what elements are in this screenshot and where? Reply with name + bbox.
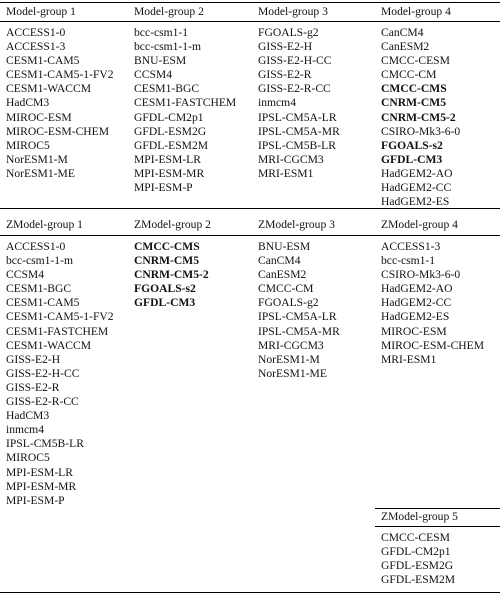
- block3-header: ZModel-group 5: [381, 510, 458, 523]
- model-name: BNU-ESM: [134, 54, 187, 68]
- model-name: HadGEM2-ES: [381, 195, 450, 209]
- model-name: MIROC-ESM: [6, 110, 72, 124]
- bottom-rule: [0, 592, 500, 593]
- block1-list-col2: [134, 26, 236, 195]
- model-name: CNRM-CM5: [134, 254, 200, 268]
- block1-header-col3: Model-group 3: [258, 5, 328, 18]
- group5-top-rule: [375, 508, 500, 509]
- model-name: HadCM3: [6, 409, 50, 423]
- model-name: GFDL-ESM2M: [134, 138, 209, 152]
- model-name: MPI-ESM-P: [134, 181, 193, 195]
- model-name: CNRM-CM5: [381, 96, 447, 110]
- model-name: MPI-ESM-LR: [6, 465, 73, 479]
- model-name: CESM1-FASTCHEM: [6, 324, 109, 338]
- top-rule: [0, 2, 500, 3]
- model-name: bcc-csm1-1: [134, 26, 189, 39]
- model-name: inmcm4: [258, 96, 296, 110]
- model-name: CESM1-FASTCHEM: [134, 96, 237, 110]
- block1-header-col2: Model-group 2: [134, 5, 204, 18]
- model-name: CESM1-BGC: [134, 82, 200, 96]
- model-name: CESM1-WACCM: [6, 82, 92, 96]
- model-name: GFDL-CM3: [381, 152, 443, 166]
- block2-list-col2: [134, 240, 209, 310]
- model-name: GISS-E2-H: [258, 40, 313, 54]
- model-name: FGOALS-g2: [258, 26, 319, 39]
- block1-list-col1: [6, 26, 114, 181]
- model-name: bcc-csm1-1-m: [6, 254, 73, 268]
- model-name: ACCESS1-0: [6, 240, 66, 253]
- model-name: CNRM-CM5-2: [381, 110, 456, 124]
- block2-header-col3: ZModel-group 3: [258, 218, 335, 231]
- model-name: CCSM4: [134, 68, 173, 82]
- model-name: GFDL-CM2p1: [381, 545, 451, 559]
- model-name: IPSL-CM5A-MR: [258, 124, 340, 138]
- model-name: CESM1-WACCM: [6, 338, 92, 352]
- model-name: CanESM2: [381, 40, 430, 54]
- model-name: IPSL-CM5A-LR: [258, 310, 337, 324]
- model-name: CanESM2: [258, 268, 307, 282]
- model-name: MPI-ESM-MR: [134, 166, 205, 180]
- model-name: GFDL-ESM2G: [134, 124, 207, 138]
- model-name: HadGEM2-CC: [381, 181, 452, 195]
- model-name: FGOALS-s2: [381, 138, 443, 152]
- block1-list-col3: [258, 26, 340, 181]
- model-name: CanCM4: [258, 254, 301, 268]
- block1-list-col4: [381, 26, 460, 209]
- model-name: MPI-ESM-P: [6, 493, 65, 507]
- model-name: NorESM1-M: [6, 152, 68, 166]
- model-name: NorESM1-ME: [258, 366, 327, 380]
- model-name: GFDL-ESM2G: [381, 559, 454, 573]
- model-name: FGOALS-s2: [134, 282, 196, 296]
- model-name: HadGEM2-ES: [381, 310, 450, 324]
- header-rule-2: [0, 235, 500, 236]
- model-name: GFDL-CM3: [134, 296, 196, 310]
- model-name: GISS-E2-R: [258, 68, 312, 82]
- model-name: MIROC-ESM-CHEM: [6, 124, 110, 138]
- model-name: CMCC-CM: [381, 68, 437, 82]
- model-name: CESM1-BGC: [6, 282, 72, 296]
- model-name: GISS-E2-H-CC: [258, 54, 332, 68]
- block2-list-col4: [381, 240, 484, 367]
- model-name: inmcm4: [6, 423, 44, 437]
- model-name: GISS-E2-R-CC: [258, 82, 331, 96]
- model-name: CESM1-CAM5-1-FV2: [6, 310, 114, 324]
- model-name: MRI-ESM1: [258, 166, 314, 180]
- model-name: MIROC-ESM-CHEM: [381, 338, 485, 352]
- model-name: MRI-ESM1: [381, 352, 437, 366]
- model-name: ACCESS1-3: [6, 40, 66, 54]
- model-name: IPSL-CM5A-MR: [258, 324, 340, 338]
- model-name: FGOALS-g2: [258, 296, 319, 310]
- block2-header-col1: ZModel-group 1: [6, 218, 83, 231]
- model-name: ACCESS1-3: [381, 240, 441, 253]
- model-name: MIROC5: [6, 451, 50, 465]
- model-name: CMCC-CMS: [381, 82, 447, 96]
- model-name: NorESM1-ME: [6, 166, 75, 180]
- model-name: MPI-ESM-LR: [134, 152, 201, 166]
- model-name: CSIRO-Mk3-6-0: [381, 268, 461, 282]
- header-rule-1: [0, 21, 500, 22]
- model-name: CESM1-CAM5: [6, 54, 80, 68]
- model-name: IPSL-CM5B-LR: [258, 138, 336, 152]
- model-name: CMCC-CESM: [381, 54, 450, 68]
- model-name: MIROC5: [6, 138, 50, 152]
- model-name: CMCC-CM: [258, 282, 314, 296]
- model-name: CanCM4: [381, 26, 424, 39]
- model-name: GFDL-CM2p1: [134, 110, 204, 124]
- model-name: GISS-E2-H: [6, 352, 61, 366]
- model-name: HadGEM2-AO: [381, 166, 453, 180]
- model-name: GISS-E2-R: [6, 380, 60, 394]
- block3-list: [381, 531, 455, 587]
- model-name: HadGEM2-AO: [381, 282, 453, 296]
- model-name: CMCC-CESM: [381, 531, 450, 544]
- model-name: CESM1-CAM5-1-FV2: [6, 68, 114, 82]
- model-name: IPSL-CM5A-LR: [258, 110, 337, 124]
- block1-header-col1: Model-group 1: [6, 5, 76, 18]
- block2-header-col2: ZModel-group 2: [134, 218, 211, 231]
- model-name: CMCC-CMS: [134, 240, 200, 253]
- model-name: GISS-E2-H-CC: [6, 366, 80, 380]
- model-name: ACCESS1-0: [6, 26, 66, 39]
- model-name: MRI-CGCM3: [258, 338, 324, 352]
- block2-list-col3: [258, 240, 340, 381]
- model-name: CNRM-CM5-2: [134, 268, 209, 282]
- model-name: CESM1-CAM5: [6, 296, 80, 310]
- model-name: MPI-ESM-MR: [6, 479, 77, 493]
- model-name: CSIRO-Mk3-6-0: [381, 124, 461, 138]
- model-name: bcc-csm1-1: [381, 254, 436, 268]
- model-name: IPSL-CM5B-LR: [6, 437, 84, 451]
- model-name: NorESM1-M: [258, 352, 320, 366]
- model-name: HadGEM2-CC: [381, 296, 452, 310]
- model-name: CCSM4: [6, 268, 45, 282]
- block2-list-col1: [6, 240, 114, 508]
- model-name: bcc-csm1-1-m: [134, 40, 201, 54]
- model-name: HadCM3: [6, 96, 50, 110]
- model-name: MRI-CGCM3: [258, 152, 324, 166]
- block1-header-col4: Model-group 4: [381, 5, 451, 18]
- model-name: BNU-ESM: [258, 240, 311, 253]
- model-name: MIROC-ESM: [381, 324, 447, 338]
- model-name: GISS-E2-R-CC: [6, 395, 79, 409]
- block2-header-col4: ZModel-group 4: [381, 218, 458, 231]
- group5-header-rule: [375, 526, 500, 527]
- model-name: GFDL-ESM2M: [381, 573, 456, 587]
